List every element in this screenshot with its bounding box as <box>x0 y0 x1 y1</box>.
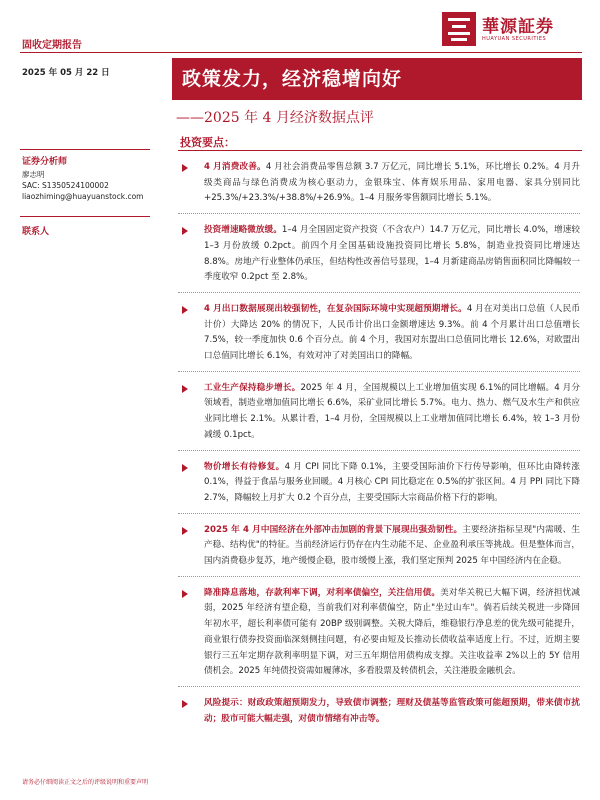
key-point <box>178 381 580 444</box>
sidebar-rule <box>20 149 150 150</box>
analyst-email[interactable]: liaozhiming@huayuanstock.com <box>22 192 144 201</box>
key-point-body: 1–4 月全国固定资产投资（不含农户）14.7 万亿元，同比增长 4.0%，增速较 1–3 月份放缓 0.2pct。前四个月全国基础设施投资同比增长 5.8%，制造业投资同比增速达 8.8%。房地产行业整体仍承压，但结构性改善信号显现，1–4 月新建商品房销售面积同比降幅较一季度收窄 0.2pct 至 2.8%。 <box>204 225 580 283</box>
analyst-info <box>22 169 143 202</box>
analyst-name: 廖志明 <box>22 170 45 179</box>
key-points-label: 投资要点： <box>180 136 235 149</box>
key-point-head: 降准降息落地，存款利率下调，对利率债偏空，关注信用债。 <box>204 587 441 598</box>
page-title: 政策发力，经济稳增向好 <box>182 68 403 90</box>
report-date: 2025 年 05 月 22 日 <box>22 68 110 78</box>
bullet-triangle-icon <box>182 527 188 535</box>
divider <box>178 371 580 373</box>
page-subtitle: ——2025 年 4 月经济数据点评 <box>176 110 374 126</box>
key-point-head: 4 月出口数据展现出较强韧性，在复杂国际环境中实现超预期增长。 <box>204 303 467 314</box>
brand-name-en: HUAYUAN SECURITIES <box>482 36 547 42</box>
bullet-triangle-icon <box>182 306 188 314</box>
key-point <box>178 586 580 680</box>
contact-label: 联系人 <box>22 227 50 237</box>
key-point-body: 4 月在对美出口总值（人民币计价）大降达 20% 的情况下，人民币计价出口金额增速达 9.3%。前 4 个月累计出口总值增长 7.5%，较一季度加快 0.6 个百分点。前 4 个月，我国对东盟出口总值同比增长 12.6%，对欧盟出口总值同比增长 6.1%，有效对冲了对美国出口的降幅。 <box>204 303 580 362</box>
analyst-label: 证券分析师 <box>22 157 68 167</box>
key-point <box>178 223 580 286</box>
analyst-sac: SAC: S1350524100002 <box>22 181 109 190</box>
bullet-triangle-icon <box>182 164 188 172</box>
key-point-head: 投资增速略微放缓。 <box>204 225 282 236</box>
key-point <box>178 160 580 207</box>
bullet-triangle-icon <box>182 700 188 708</box>
key-points-rule <box>178 150 582 151</box>
divider <box>178 292 580 294</box>
page-footer: 请务必仔细阅读正文之后的评级说明和重要声明 <box>22 779 149 786</box>
brand-name-cn: 華源証券 <box>482 17 554 37</box>
key-point-head: 风险提示：财政政策超预期发力，导致债市调整；理财及债基等监管政策可能超预期，带来债市扰动；股市可能大幅走强，对债市情绪有冲击等。 <box>204 697 580 724</box>
bullet-triangle-icon <box>182 464 188 472</box>
key-point-head: 工业生产保持稳步增长。 <box>204 382 301 393</box>
brand-logo <box>442 10 582 46</box>
key-point <box>178 523 580 570</box>
key-point-body: 主要经济指标呈现"内需暖、生产稳、结构优"的特征。当前经济运行仍存在内生动能不足、企业盈利承压等挑战。但是整体而言，国内消费稳步复苏，地产缓慢企稳，股市缓慢上涨，我们坚定预判 2025 年中国经济内在企稳。 <box>204 524 580 567</box>
key-point-head: 物价增长有待修复。 <box>204 461 285 472</box>
brand-mark-icon <box>442 12 476 46</box>
bullet-triangle-icon <box>182 590 188 598</box>
key-point-body: 4 月社会消费品零售总额 3.7 万亿元，同比增长 5.1%，环比增长 0.2%。4 月升级类商品与绿色消费成为核心驱动力，金银珠宝、体育娱乐用品、家用电器、家具分别同比+25.3%/+23.3%/+38.8%/+26.9%。1–4 月服务零售额同比增长 5.1%。 <box>204 162 580 204</box>
sidebar-rule <box>20 216 150 217</box>
key-point <box>178 460 580 507</box>
divider <box>178 686 580 688</box>
key-point-body: 4 月 CPI 同比下降 0.1%，主要受国际油价下行传导影响，但环比由降转涨 0.1%，得益于食品与服务业回暖。4 月核心 CPI 同比稳定在 0.5%的扩张区间。4 月 PPI 同比下降 2.7%，降幅较上月扩大 0.2 个百分点，主要受国际大宗商品价格下行的影响。 <box>204 461 580 503</box>
bullet-triangle-icon <box>182 385 188 393</box>
header-rule <box>20 52 582 53</box>
bullet-triangle-icon <box>182 227 188 235</box>
key-point-body: 2025 年 4 月，全国规模以上工业增加值实现 6.1%的同比增幅。4 月分领域看，制造业增加值同比增长 6.6%，采矿业同比增长 5.7%。电力、热力、燃气及水生产和供应业同比增长 2.1%。从累计看，1–4 月份，全国规模以上工业增加值同比增长 6.4%，较 1–3 月份减缓 0.1pct。 <box>204 382 580 440</box>
key-point-head: 2025 年 4 月中国经济在外部冲击加剧的背景下展现出强劲韧性。 <box>204 524 463 535</box>
divider <box>178 513 580 515</box>
key-points-list <box>178 160 580 727</box>
divider <box>178 576 580 578</box>
report-category: 固收定期报告 <box>22 40 82 51</box>
key-point <box>178 302 580 365</box>
divider <box>178 213 580 215</box>
key-point-head: 4 月消费改善。 <box>204 162 266 172</box>
key-point <box>178 696 580 727</box>
divider <box>178 450 580 452</box>
key-point-body: 美对华关税已大幅下调，经济担忧减弱，2025 年经济有望企稳，当前我们对利率债偏空，防止"坐过山车"。倘若后续关税进一步降回年初水平，超长利率债可能有 20BP 级别调整。关税大降后，维稳银行净息差的优先级可能提升，商业银行债券投资面临深刻侧挂问题，有必要由短及长推动长债收益率适度上行。不过，近期主要银行三五年定期存款利率明显下调，对三五年期信用债构成支撑。关注收益率 2%以上的 5Y 信用债机会。2025 年纯债投资需如履薄冰，多看股票及转债机会，关注港股金融机会。 <box>204 587 580 677</box>
